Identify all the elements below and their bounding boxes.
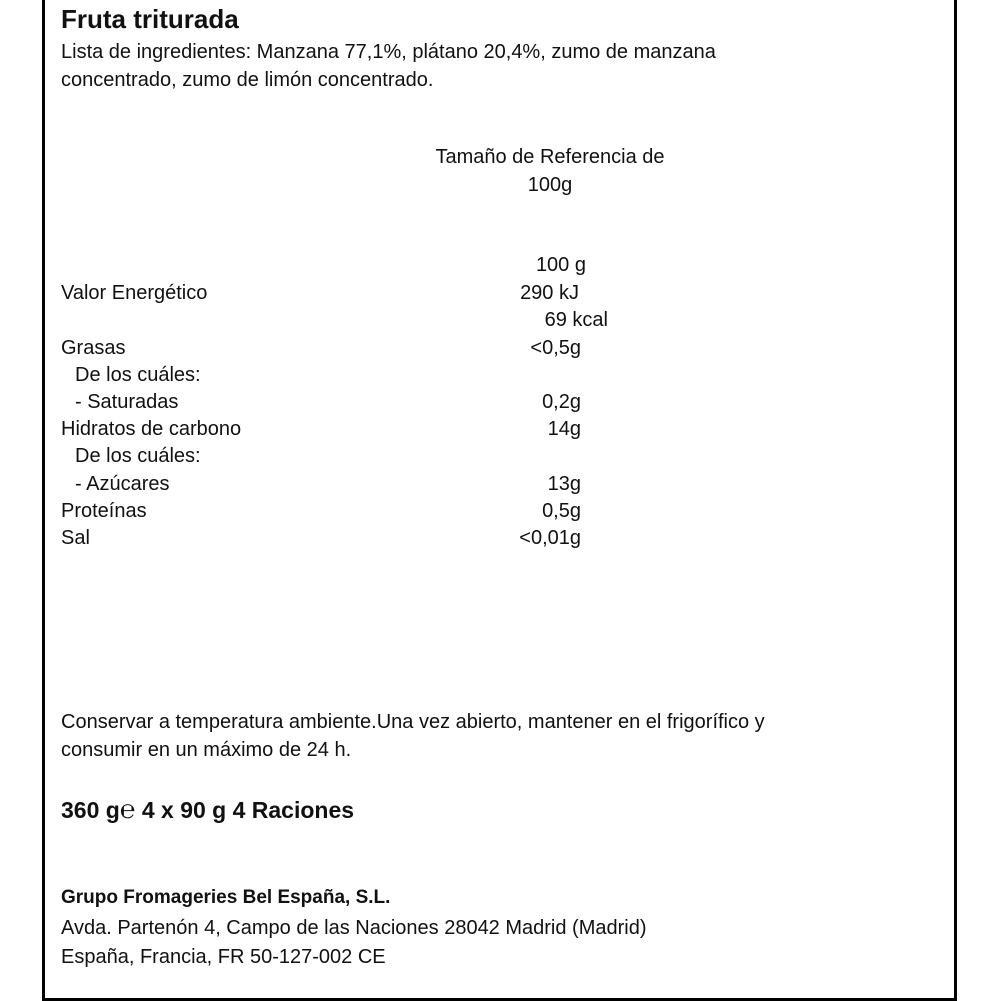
storage-line-1: Conservar a temperatura ambiente.Una vez abierto, mantener en el frigorífico y xyxy=(61,711,765,733)
nutrition-value-carbohydrates: 14g xyxy=(547,418,581,440)
storage-line-2: consumir en un máximo de 24 h. xyxy=(61,739,352,761)
net-weight: 360 g xyxy=(61,797,120,823)
nutrition-value-saturated: 0,2g xyxy=(542,391,581,413)
company-origin: España, Francia, FR 50-127-002 CE xyxy=(61,946,386,968)
package-units: 4 x 90 g 4 Raciones xyxy=(141,797,355,823)
nutrition-value-salt: <0,01g xyxy=(519,527,581,549)
nutrition-value-sugars: 13g xyxy=(547,473,581,495)
product-title: Fruta triturada xyxy=(61,4,239,34)
ingredients-line-2: concentrado, zumo de limón concentrado. xyxy=(61,69,434,91)
package-info xyxy=(61,795,354,825)
nutrition-value-kj: 290 kJ xyxy=(520,282,579,304)
nutrition-label-protein: Proteínas xyxy=(61,500,147,522)
nutrition-label-fat: Grasas xyxy=(61,337,126,359)
reference-size-line-1: Tamaño de Referencia de xyxy=(435,146,665,168)
nutrition-column-header: 100 g xyxy=(535,254,586,276)
nutrition-value-fat: <0,5g xyxy=(530,337,581,359)
nutrition-label-carbs-of-which: De los cuáles: xyxy=(75,445,201,467)
nutrition-label-fat-of-which: De los cuáles: xyxy=(75,364,201,386)
company-name: Grupo Fromageries Bel España, S.L. xyxy=(61,887,391,908)
nutrition-label-saturated: - Saturadas xyxy=(75,391,179,413)
nutrition-label-carbohydrates: Hidratos de carbono xyxy=(61,418,242,440)
ingredients-line-1: Lista de ingredientes: Manzana 77,1%, plátano 20,4%, zumo de manzana xyxy=(61,41,716,63)
company-address: Avda. Partenón 4, Campo de las Naciones 28042 Madrid (Madrid) xyxy=(61,917,647,939)
nutrition-label-energy: Valor Energético xyxy=(61,282,208,304)
nutrition-value-kcal: 69 kcal xyxy=(544,309,608,331)
estimated-sign-icon: ℮ xyxy=(119,795,136,825)
reference-size-line-2: 100g xyxy=(527,174,573,196)
nutrition-label-salt: Sal xyxy=(61,527,90,549)
nutrition-label-sugars: - Azúcares xyxy=(75,473,170,495)
nutrition-value-protein: 0,5g xyxy=(542,500,581,522)
